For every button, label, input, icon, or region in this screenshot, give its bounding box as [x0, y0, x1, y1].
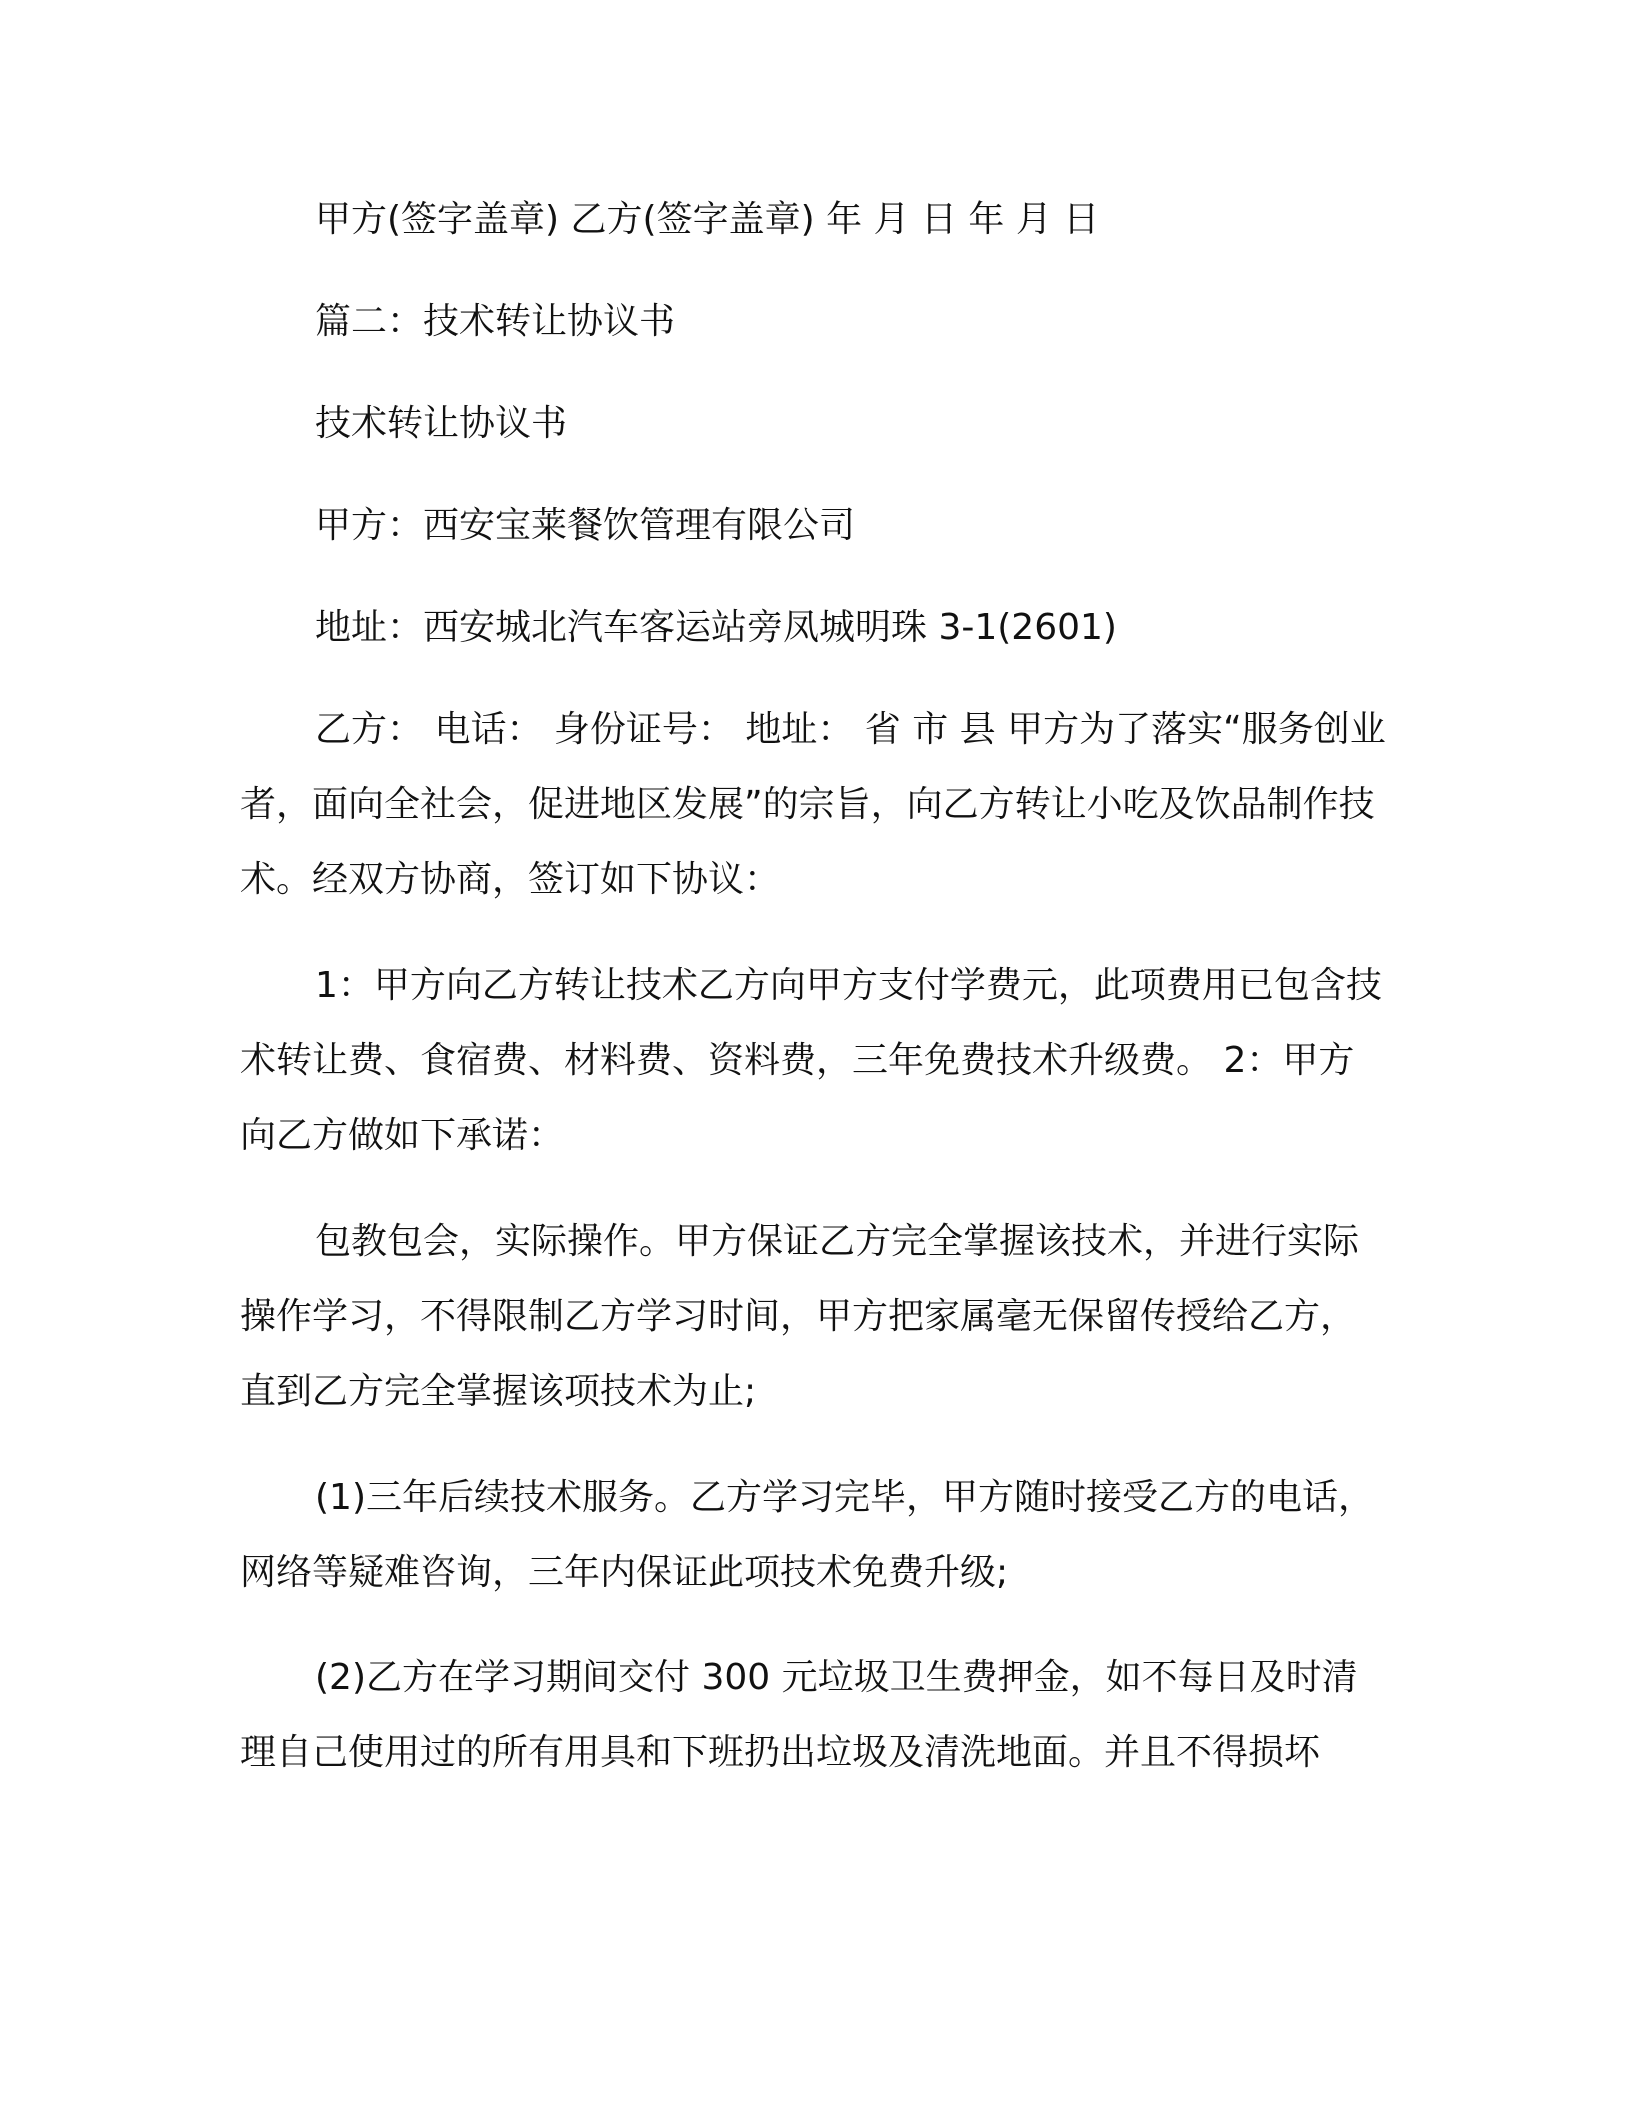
- guarantee-paragraph: 包教包会，实际操作。甲方保证乙方完全掌握该技术，并进行实际操作学习，不得限制乙方学习时间，甲方把家属毫无保留传授给乙方，直到乙方完全掌握该项技术为止;: [240, 1221, 1360, 1412]
- party-b-paragraph: 乙方： 电话： 身份证号： 地址： 省 市 县 甲方为了落实“服务创业者，面向全社会，促进地区发展”的宗旨，向乙方转让小吃及饮品制作技术。经双方协商，签订如下协议：: [240, 709, 1386, 900]
- party-a-line: 甲方：西安宝莱餐饮管理有限公司: [315, 505, 856, 546]
- address-line: 地址：西安城北汽车客运站旁凤城明珠 3-1(2601): [315, 607, 1117, 648]
- agreement-title: 技术转让协议书: [315, 403, 568, 444]
- clause-1-paragraph: 1：甲方向乙方转让技术乙方向甲方支付学费元，此项费用已包含技术转让费、食宿费、材料费、资料费，三年免费技术升级费。 2：甲方向乙方做如下承诺：: [240, 965, 1382, 1156]
- clause-item-2: (2)乙方在学习期间交付 300 元垃圾卫生费押金，如不每日及时清理自己使用过的所有用具和下班扔出垃圾及清洗地面。并且不得损坏: [240, 1657, 1358, 1773]
- section-heading: 篇二：技术转让协议书: [315, 301, 676, 342]
- clause-item-1: (1)三年后续技术服务。乙方学习完毕，甲方随时接受乙方的电话，网络等疑难咨询，三年内保证此项技术免费升级;: [240, 1477, 1374, 1593]
- signature-line: 甲方(签字盖章) 乙方(签字盖章) 年 月 日 年 月 日: [315, 199, 1100, 240]
